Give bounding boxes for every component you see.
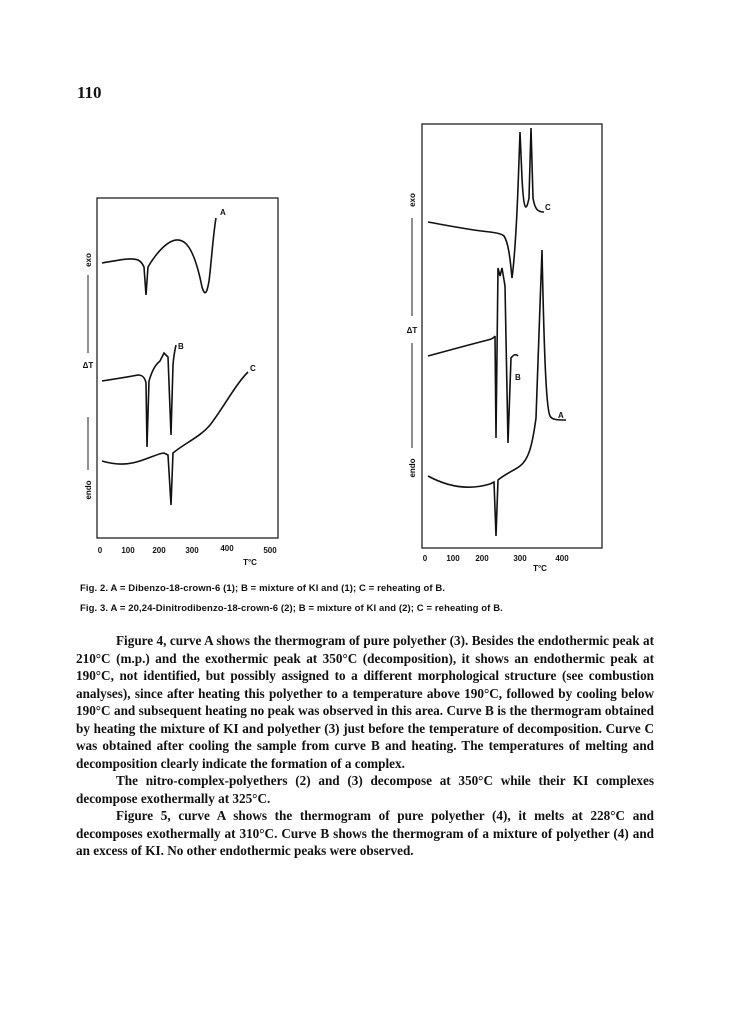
fig3-x-axis <box>423 554 569 573</box>
fig2-curve-a <box>102 218 216 295</box>
fig2-curve-c <box>102 372 248 505</box>
fig3-x-tick: 400 <box>555 554 569 563</box>
fig3-y-label-exo: exo <box>408 193 417 207</box>
fig2-y-label-endo: endo <box>84 480 93 500</box>
fig3-curve-label-c: C <box>545 203 551 212</box>
fig2-curve-label-a: A <box>220 208 226 217</box>
fig3-curve-label-a: A <box>558 411 564 420</box>
fig3-x-tick: 200 <box>475 554 489 563</box>
fig2-y-label-dt: ΔT <box>82 361 94 370</box>
fig2-curve-label-c: C <box>250 364 256 373</box>
body-text <box>76 632 654 860</box>
fig2-x-tick: 500 <box>263 546 277 555</box>
fig2-x-tick: 300 <box>185 546 199 555</box>
fig3-y-label-dt: ΔT <box>406 326 418 335</box>
fig2-curve-b <box>102 345 176 447</box>
fig3-y-label-endo: endo <box>408 458 417 478</box>
figure-2-caption: Fig. 2. A = Dibenzo-18-crown-6 (1); B = mixture of KI and (1); C = reheating of B. <box>80 583 446 594</box>
fig2-x-tick: 200 <box>152 546 166 555</box>
figure-3-caption: Fig. 3. A = 20,24-Dinitrodibenzo-18-crown-6 (2); B = mixture of KI and (2); C = reheating of B. <box>80 603 503 614</box>
fig2-curve-label-b: B <box>178 342 184 351</box>
fig3-x-unit: T°C <box>533 564 547 573</box>
figure-3-thermogram <box>390 118 615 578</box>
fig2-x-tick: 400 <box>220 544 234 553</box>
fig3-curve-c <box>428 128 544 278</box>
figure-2-thermogram <box>60 185 300 580</box>
fig2-x-tick: 0 <box>97 546 103 555</box>
paragraph: The nitro-complex-polyethers (2) and (3) decompose at 350°C while their KI complexes decompose exothermally at 325°C. <box>76 773 654 806</box>
fig3-x-tick: 0 <box>422 554 428 563</box>
paragraph: Figure 4, curve A shows the thermogram of pure polyether (3). Besides the endothermic peak at 210°C (m.p.) and the exothermic peak at 350°C (decomposition), it shows an endothermic peak at 190°C, not identified, but possibly assigned to a different morphological structure (see combustion analyses), since after heating this polyether to a temperature above 190°C, followed by cooling below 190°C and subsequent heating no peak was observed in this area. Curve B is the thermogram obtained by heating the mixture of KI and polyether (3) just before the temperature of decomposition. Curve C was obtained after cooling the sample from curve B and heating. The temperatures of melting and decomposition clearly indicate the formation of a complex. <box>76 633 654 771</box>
fig3-curve-label-b: B <box>515 373 521 382</box>
fig3-x-tick: 300 <box>513 554 527 563</box>
fig3-curve-b <box>428 268 518 443</box>
page-number: 110 <box>77 83 102 102</box>
paragraph: Figure 5, curve A shows the thermogram of pure polyether (4), it melts at 228°C and decomposes exothermally at 310°C. Curve B shows the thermogram of a mixture of polyether (4) and an excess of KI. No other endothermic peaks were observed. <box>76 808 654 858</box>
fig2-x-axis <box>98 544 277 567</box>
fig3-x-tick: 100 <box>446 554 460 563</box>
fig2-x-unit: T°C <box>243 558 257 567</box>
fig2-y-label-exo: exo <box>84 253 93 267</box>
fig2-x-tick: 100 <box>121 546 135 555</box>
